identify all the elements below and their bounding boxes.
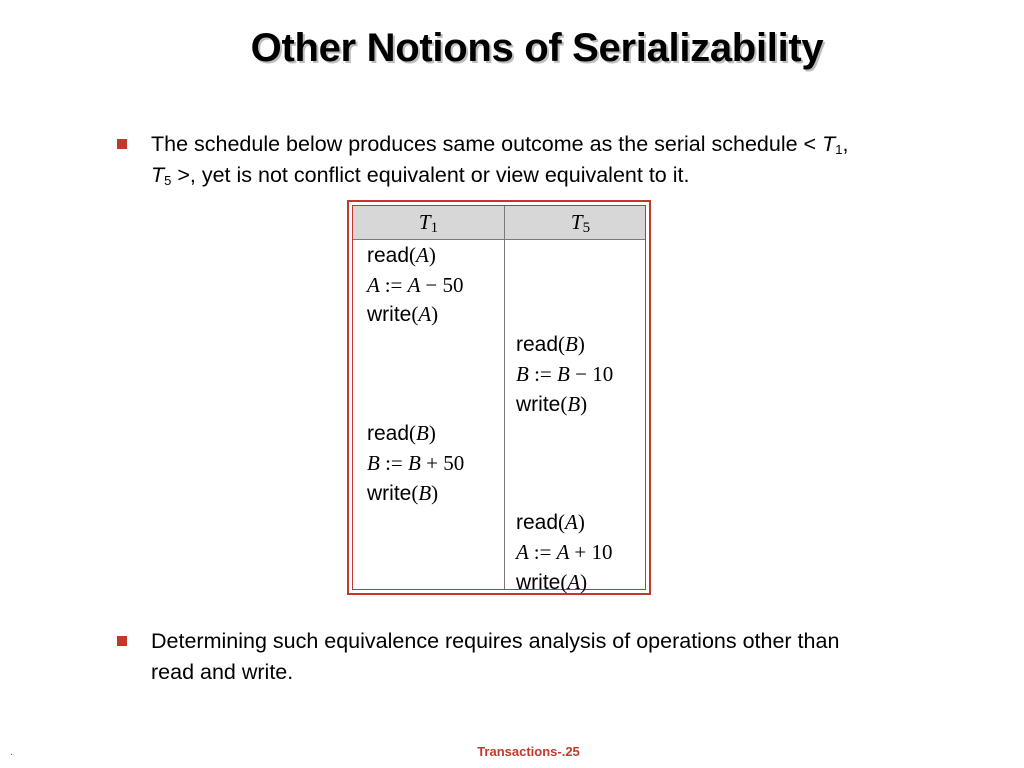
operation-write-b-t5: write(B) xyxy=(516,391,588,416)
footer-slide-label: Transactions-.25 xyxy=(477,744,580,759)
bullet-schedule-description xyxy=(151,129,851,191)
operation-assignment-t5: B := B − 10 xyxy=(516,361,614,386)
operation-read-b-t1: read(B) xyxy=(367,421,436,446)
square-bullet-icon xyxy=(117,139,127,149)
column-header-t1: $T_1$ xyxy=(418,210,439,236)
transaction-t1-name: T xyxy=(822,132,836,156)
operation-assignment-t1: B := B + 50 xyxy=(367,450,465,475)
operation-assignment-t5: A := A + 10 xyxy=(516,540,613,564)
square-bullet-icon xyxy=(117,636,127,646)
bullet-comma: , xyxy=(842,132,849,156)
operation-write-a-t5: write(A) xyxy=(516,569,588,594)
footer-dot: . xyxy=(10,746,14,758)
schedule-table-body xyxy=(352,205,646,594)
schedule-table xyxy=(347,200,651,595)
slide-title: Other Notions of Serializability xyxy=(250,26,824,70)
operation-read-b-t5: read(B) xyxy=(516,332,585,357)
bullet-text-before: The schedule below produces same outcome as the serial schedule < xyxy=(151,132,823,156)
transaction-t1-sub: 1 xyxy=(835,142,843,157)
operation-write-b-t1: write(B) xyxy=(367,480,439,505)
operation-read-a-t1: read(A) xyxy=(367,243,436,267)
column-divider xyxy=(504,206,505,589)
operation-assignment-t1: A := A − 50 xyxy=(367,272,464,297)
transaction-t5-sub: 5 xyxy=(164,173,172,188)
operation-write-a-t1: write(A) xyxy=(367,302,439,327)
operation-read-a-t5: read(A) xyxy=(516,510,585,535)
bullet-text-after: >, yet is not conflict equivalent or view equivalent to it. xyxy=(171,163,690,187)
transaction-t5-name: T xyxy=(151,163,165,187)
bullet-equivalence-note: Determining such equivalence requires analysis of operations other than read and write. xyxy=(151,629,840,684)
column-header-t5: $T_5$ xyxy=(570,210,591,236)
